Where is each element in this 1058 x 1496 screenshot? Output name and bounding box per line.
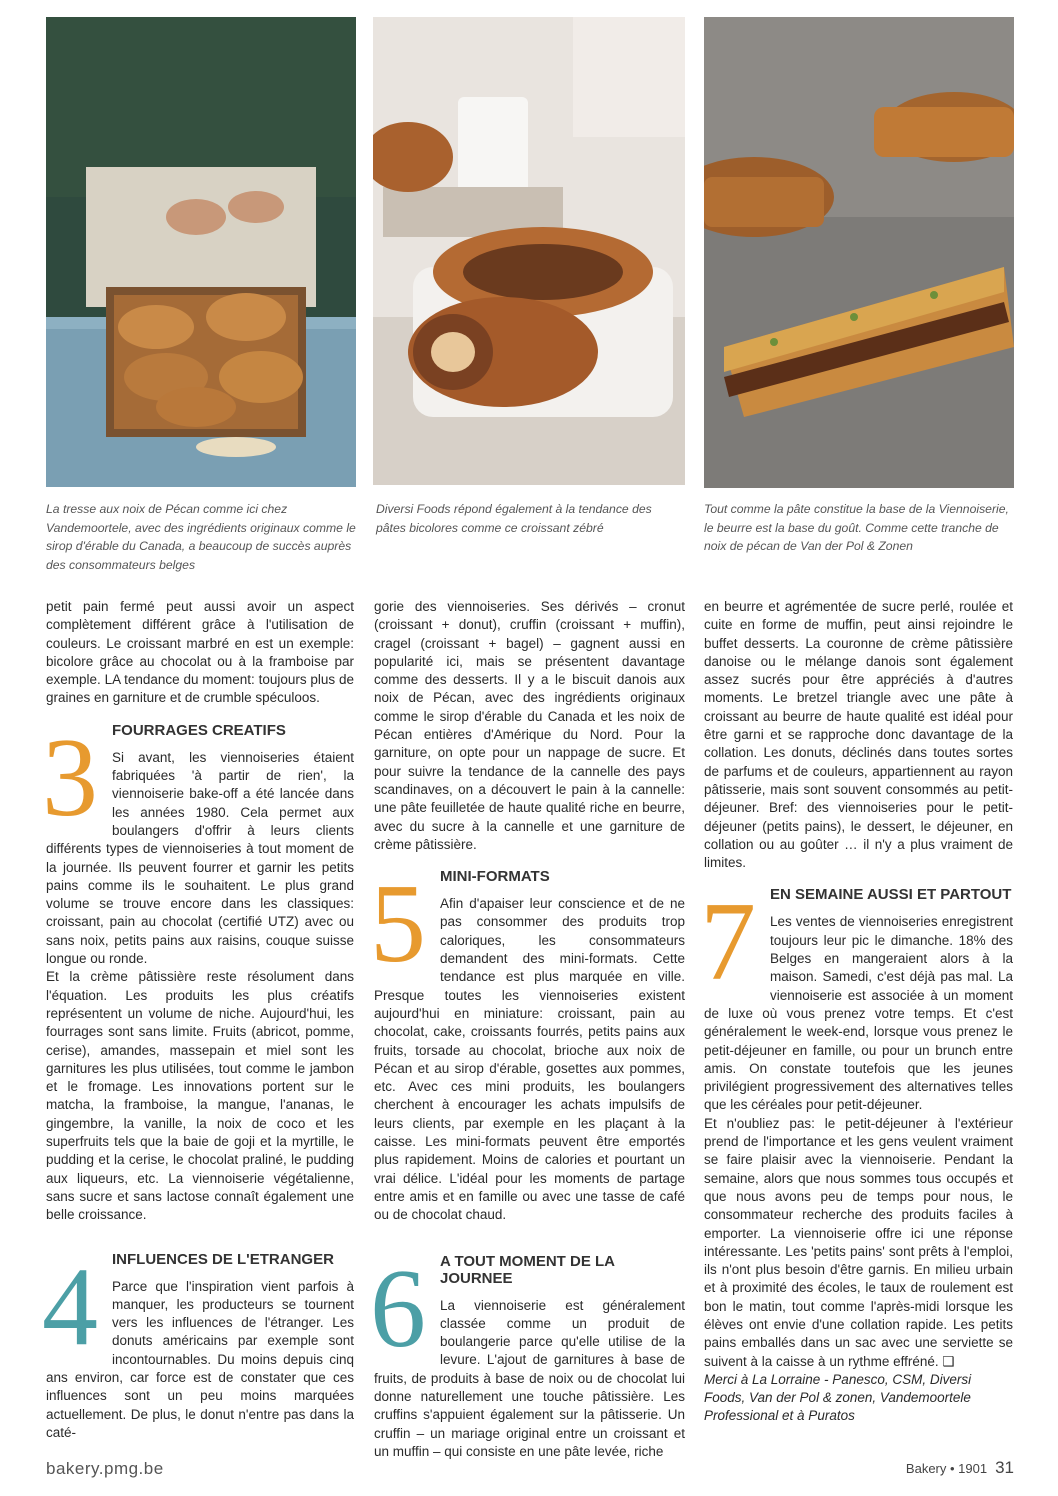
photo-pecan-slice (704, 17, 1014, 488)
paragraph: petit pain fermé peut aussi avoir un aspect complètement différent grâce à l'utilisation de couleurs. Le croissant marbré en est un exemple: bicolore grâce au chocolat ou à la framboise par exemple. LA tendance du moment: toujours plus de graines en garniture et de crumble spéculoos. (46, 599, 354, 706)
acknowledgements: Merci à La Lorraine - Panesco, CSM, Diversi Foods, Van der Pol & zonen, Vandemoortele Professional et à Puratos (704, 1371, 972, 1424)
section-number: 5 (370, 862, 426, 987)
paragraph: Parce que l'inspiration vient parfois à manquer, les producteurs se tournent vers les influences de l'étranger. Les donuts américains par exemple sont incontournables. Du moins depuis cinq ans environ, car force est de constater que ces influences sont un peu moins marquées actuellement. De plus, le donut n'entre pas dans la caté- (46, 1278, 354, 1440)
section-5 (370, 862, 685, 1224)
photo-pecan-braid (46, 17, 356, 487)
text-column-3 (700, 598, 1013, 1426)
section-number: 7 (700, 880, 756, 1005)
section-heading: FOURRAGES CREATIFS (112, 721, 286, 739)
paragraph: Les ventes de viennoiseries enregistrent toujours leur pic le dimanche. 18% des Belges en mangeraient alors à la maison. Samedi, c'est déjà pas mal. La viennoiserie est associée à un moment de luxe où vous prenez votre temps. Et c'est généralement le week-end, lorsque vous prenez le petit-déjeuner en famille, ou pour un brunch entre amis. On constate toutefois que les jeunes privilégient progressivement des alternatives telles que les céréales pour petit-déjeuner. (704, 914, 1013, 1113)
paragraph: gorie des viennoiseries. Ses dérivés – cronut (croissant + donut), cruffin (croissant + muffin), cragel (croissant + bagel) – gagnent aussi en popularité ici, mais se présentent davantage comme des desserts. Il y a le biscuit danois aux noix de Pécan, avec des ingrédients originaux comme le sirop d'érable du Canada et les noix de Pécan entières d'Amérique du Nord. Pour la garniture, on opte pour un nappage de sucre. Et pour suivre la tendance de la cannelle des pays scandinaves, on a découvert le pain à la cannelle: une pâte feuilletée de haute qualité riche en beurre, avec du sucre à la cannelle et une garniture de crème pâtissière. (374, 599, 685, 852)
section-number: 4 (42, 1244, 98, 1369)
paragraph: Et n'oubliez pas: le petit-déjeuner à l'extérieur prend de l'importance et les gens veulent vraiment se faire plaisir avec la viennoiserie. Pendant la semaine, alors que nous sommes tous occupés et que nous avons peu de temps pour nous, le consommateur recherche des produits faciles à emporter. La viennoiserie offre ici une réponse intéressante. Les 'petits pains' sont prêts à l'emploi, ils n'ont plus besoin d'être garnis. En milieu urbain et à proximité des écoles, le taux de roulement est bon le matin, tout comme l'après-midi lorsque les élèves ont envie d'une collation rapide. Les petits pains emballés dans un sac avec une serviette se suivent à la caisse à un rythme effréné. ❑ (704, 1115, 1013, 1369)
section-number: 3 (42, 715, 98, 840)
paragraph: La viennoiserie est généralement classée comme un produit de boulangerie parce qu'elle utilise de la levure. L'ajout de garnitures à base de fruits, de produits à base de noix ou de chocolat lui donne naturellement une touche pâtissière. Les cruffins s'appuient également sur la pâtisserie. Un cruffin – un mariage original entre un croissant et un muffin – qui consiste en une pâte levée, riche (374, 1297, 685, 1459)
section-heading: MINI-FORMATS (440, 868, 550, 886)
paragraph: Et la crème pâtissière reste résolument dans l'équation. Les produits les plus créatifs représentent un volume de niche. Aujourd'hui, les fourrages sont sans limite. Fruits (abricot, pomme, cerise), amandes, massepain et miel sont les garnitures les plus utilisées, tout comme le jambon et le fromage. Les innovations portent sur le matcha, la framboise, la mangue, l'ananas, le gingembre, la vanille, la noix de coco et les superfruits tels que la baie de goji et la myrtille, le pudding et la cerise, le chocolat praliné, le pudding aux liqueurs, etc. La viennoiserie végétalienne, sans sucre et sans lactose connaît également une belle croissance. (46, 969, 354, 1223)
photo-zebra-croissant (373, 17, 685, 485)
section-heading: A TOUT MOMENT DE LA JOURNEE (440, 1252, 615, 1287)
paragraph: Si avant, les viennoiseries étaient fabriquées 'à partir de rien', la viennoiserie bake-off a été lancée dans les années 1980. Cela permet aux boulangers d'offrir à leurs clients différents types de viennoiseries à tout moment de la journée. Ils peuvent fourrer et garnir les petits pains comme ils le souhaitent. Le plus grand volume se trouve encore dans les classiques: croissant, pain au chocolat (certifié UTZ) avec ou sans noix, petits pains aux raisins, couque suisse longue ou ronde. (46, 749, 354, 967)
section-7 (700, 880, 1013, 1114)
paragraph: en beurre et agrémentée de sucre perlé, roulée et cuite en forme de muffin, peut ainsi rejoindre le buffet desserts. La couronne de crème pâtissière danoise ou le mélange danois sont également assez sucrés pour être appréciés à d'autres moments. Le bretzel triangle avec une pâte à croissant au beurre de haute qualité est idéal pour être garni et se rapproche donc davantage de la collation. Les donuts, déclinés dans toutes sortes de parfums et de couleurs, appartiennent au rayon pâtisserie, mais sont souvent consommés au petit-déjeuner. Bref: des viennoiseries pour le petit-déjeuner (petits pains), le dessert, le déjeuner, en collation ou au goûter … il n'y a plus vraiment de limites. (704, 599, 1013, 871)
footer-website: bakery.pmg.be (46, 1459, 164, 1478)
text-column-1 (42, 598, 354, 1442)
magazine-issue: Bakery • 1901 (905, 1461, 988, 1476)
section-3 (42, 715, 354, 969)
caption-photo-1: La tresse aux noix de Pécan comme ici chez Vandemoortele, avec des ingrédients originaux comme le sirop d'érable du Canada, a beaucoup de succès auprès des consommateurs belges (46, 502, 356, 572)
text-column-2 (370, 598, 685, 1461)
page-number: 31 (995, 1458, 1014, 1477)
section-heading: EN SEMAINE AUSSI ET PARTOUT (770, 886, 1012, 904)
paragraph: Afin d'apaiser leur conscience et de ne pas consommer des produits trop caloriques, les consommateurs demandent des mini-formats. Cette tendance est plus marquée en ville. Presque toutes les viennoiseries existent aujourd'hui en miniature: croissant, pain au chocolat, cake, croissants fourrés, petits pains aux fruits, torsade au chocolat, brioche aux noix de Pécan et au sirop d'érable, gosettes aux pommes, etc. Avec ces mini produits, les boulangers cherchent à encourager les achats impulsifs de leurs clients, par exemple en les plaçant à la caisse. Les mini-formats peuvent être emportés plus rapidement. Moins de calories et pourtant un vrai délice. L'idéal pour les moments de partage entre amis et en famille ou avec une tasse de café ou de chocolat chaud. (374, 896, 685, 1223)
section-4 (42, 1244, 354, 1443)
section-heading: INFLUENCES DE L'ETRANGER (112, 1250, 334, 1268)
section-6 (370, 1246, 685, 1462)
caption-photo-3: Tout comme la pâte constitue la base de la Viennoiserie, le beurre est la base du goût. Comme cette tranche de noix de pécan de Van der Pol & Zonen (704, 502, 1009, 553)
section-number: 6 (370, 1246, 426, 1371)
footer-issue (906, 1458, 1014, 1478)
caption-photo-2: Diversi Foods répond également à la tendance des pâtes bicolores comme ce croissant zébré (376, 502, 652, 535)
